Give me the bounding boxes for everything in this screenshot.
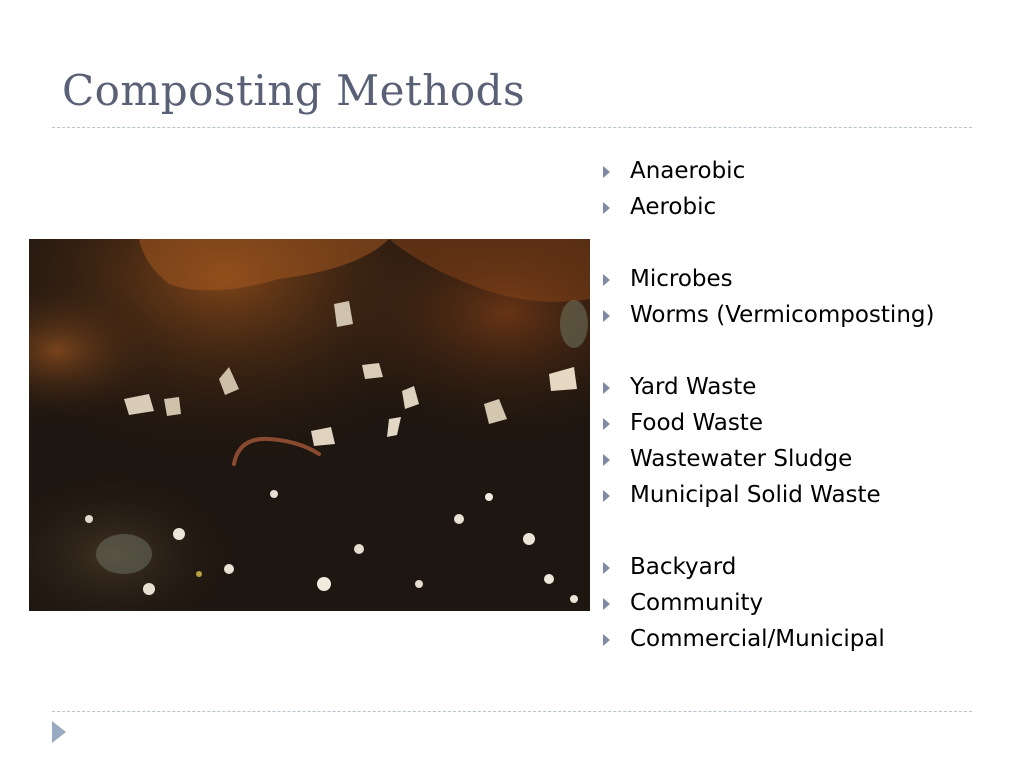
title-divider [52,127,972,128]
bullet-triangle-icon [603,490,610,502]
bullet-item [600,297,1000,333]
bullet-item [600,369,1000,405]
bullet-item [600,189,1000,225]
bullet-item [600,405,1000,441]
next-slide-arrow-icon[interactable] [52,721,66,743]
bullet-triangle-icon [603,454,610,466]
bullet-triangle-icon [603,382,610,394]
bullet-triangle-icon [603,166,610,178]
bullet-triangle-icon [603,634,610,646]
bullet-text: Backyard [630,554,737,580]
bullet-item [600,261,1000,297]
compost-soil-photo [29,239,590,611]
bullet-text: Municipal Solid Waste [630,482,881,508]
bullet-item [600,441,1000,477]
bullet-triangle-icon [603,202,610,214]
bullet-text: Wastewater Sludge [630,446,853,472]
bullet-text: Yard Waste [630,374,757,400]
bullet-list [600,153,1000,657]
bullet-text: Commercial/Municipal [630,626,885,652]
footer-divider [52,711,972,712]
bullet-text: Community [630,590,764,616]
bullet-triangle-icon [603,562,610,574]
slide-title: Composting Methods [62,66,526,115]
bullet-text: Aerobic [630,194,717,220]
bullet-item [600,549,1000,585]
bullet-triangle-icon [603,310,610,322]
bullet-item [600,585,1000,621]
bullet-text: Anaerobic [630,158,746,184]
bullet-text: Worms (Vermicomposting) [630,302,935,328]
bullet-item [600,621,1000,657]
bullet-triangle-icon [603,598,610,610]
bullet-text: Microbes [630,266,733,292]
bullet-triangle-icon [603,418,610,430]
bullet-item [600,153,1000,189]
bullet-text: Food Waste [630,410,763,436]
bullet-item [600,477,1000,513]
bullet-triangle-icon [603,274,610,286]
